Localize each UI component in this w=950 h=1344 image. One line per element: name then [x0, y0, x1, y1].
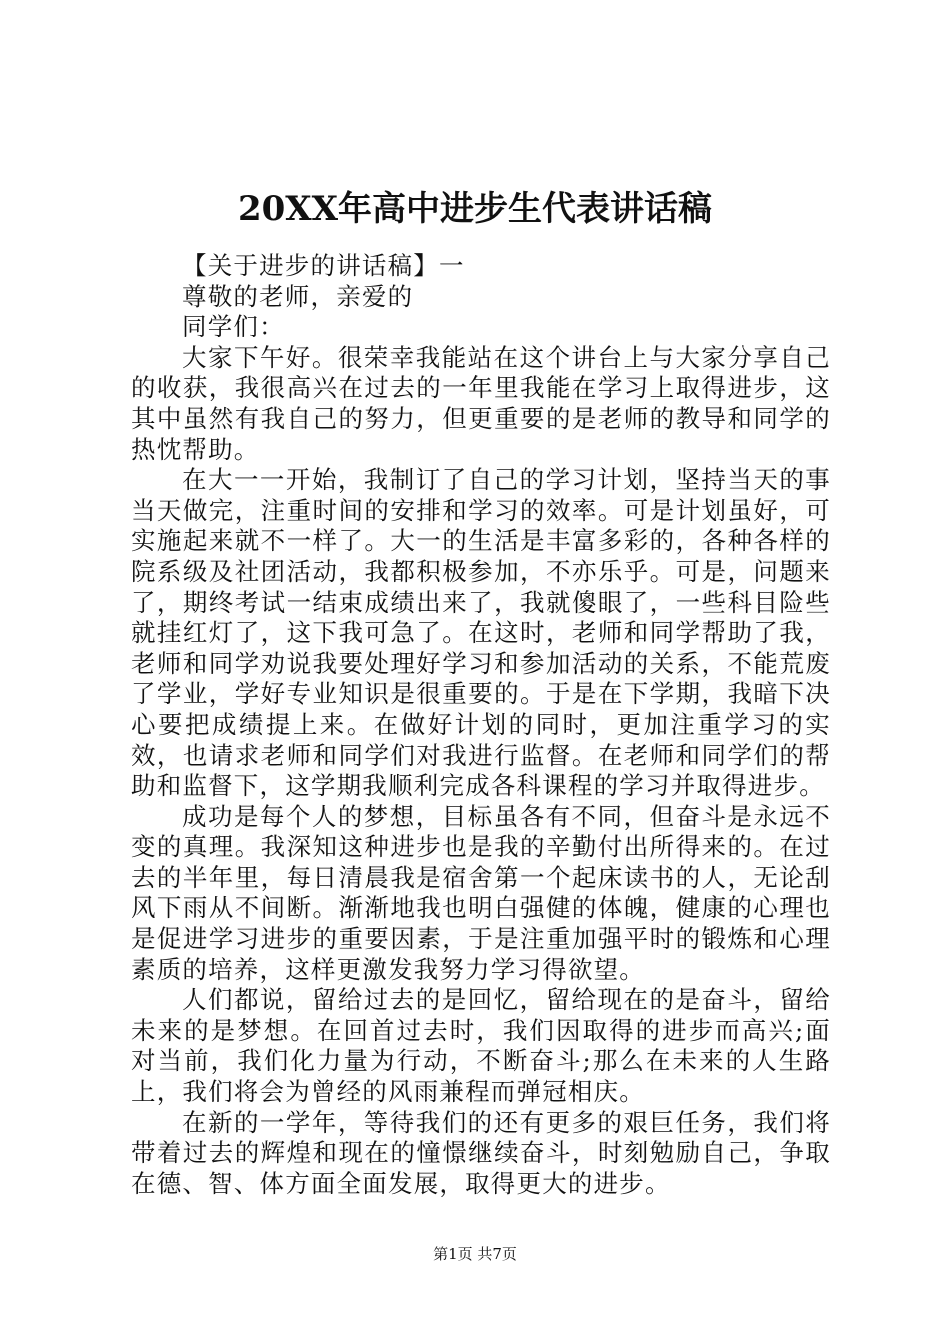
paragraph-success: 成功是每个人的梦想，目标虽各有不同，但奋斗是永远不变的真理。我深知这种进步也是我的辛勤付出所得来的。在过去的半年里，每日清晨我是宿舍第一个起床读书的人，无论刮风下雨从不间断。渐渐地我也明白强健的体魄，健康的心理也是促进学习进步的重要因素，于是注重加强平时的锻炼和心理素质的培养，这样更激发我努力学习得欲望。 [131, 801, 831, 984]
paragraph-greeting: 大家下午好。很荣幸我能站在这个讲台上与大家分享自己的收获，我很高兴在过去的一年里我能在学习上取得进步，这其中虽然有我自己的努力，但更重要的是老师的教导和同学的热忱帮助。 [131, 342, 831, 464]
paragraph-reflection: 人们都说，留给过去的是回忆，留给现在的是奋斗，留给未来的是梦想。在回首过去时，我们因取得的进步而高兴;面对当前，我们化力量为行动，不断奋斗;那么在未来的人生路上，我们将会为曾经的风雨兼程而弹冠相庆。 [131, 985, 831, 1107]
page-number-footer: 第1页 共7页 [433, 1245, 517, 1263]
paragraph-freshman-year: 在大一一开始，我制订了自己的学习计划，坚持当天的事当天做完，注重时间的安排和学习的效率。可是计划虽好，可实施起来就不一样了。大一的生活是丰富多彩的，各种各样的院系级及社团活动，我都积极参加，不亦乐乎。可是，问题来了，期终考试一结束成绩出来了，我就傻眼了，一些科目险些就挂红灯了，这下我可急了。在这时，老师和同学帮助了我，老师和同学劝说我要处理好学习和参加活动的关系，不能荒废了学业，学好专业知识是很重要的。于是在下学期，我暗下决心要把成绩提上来。在做好计划的同时，更加注重学习的实效，也请求老师和同学们对我进行监督。在老师和同学们的帮助和监督下，这学期我顺利完成各科课程的学习并取得进步。 [131, 465, 831, 801]
document-body [131, 251, 831, 1199]
document-title: 20XX年高中进步生代表讲话稿 [237, 189, 713, 229]
paragraph-salutation: 尊敬的老师，亲爱的 [182, 281, 414, 311]
paragraph-salutation-continued: 同学们： [182, 312, 285, 342]
paragraph-heading: 【关于进步的讲话稿】一 [182, 251, 465, 280]
paragraph-closing: 在新的一学年，等待我们的还有更多的艰巨任务，我们将带着过去的辉煌和现在的憧憬继续奋斗，时刻勉励自己，争取在德、智、体方面全面发展，取得更大的进步。 [131, 1107, 831, 1198]
